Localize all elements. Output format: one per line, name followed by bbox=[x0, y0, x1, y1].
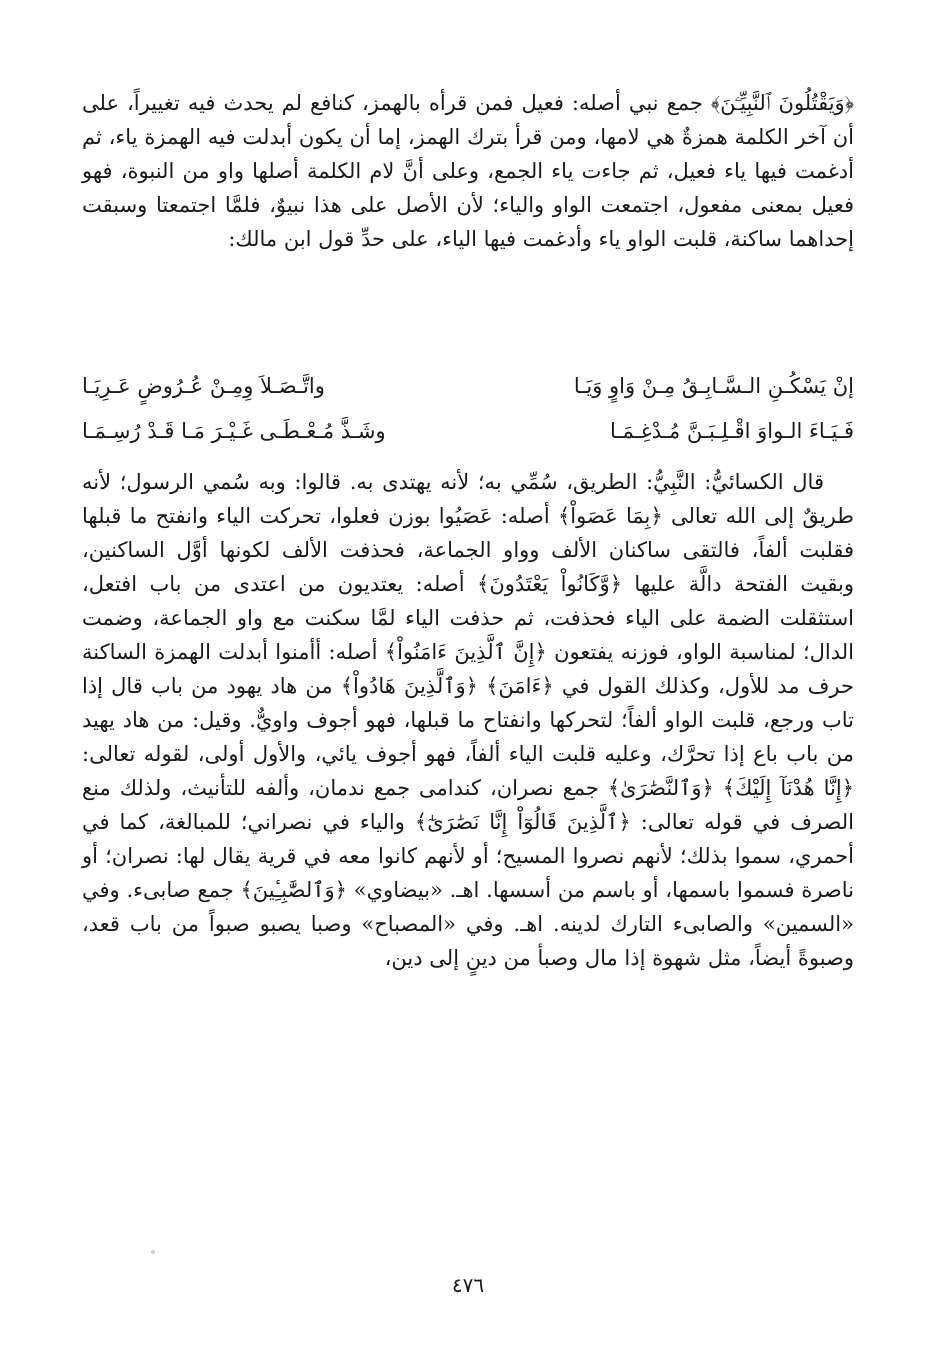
verse-1-first-hemistich: إنْ يَسْكُـنِ الـسَّـابِـقُ مِـنْ وَاوٍ وَيَـا bbox=[573, 374, 854, 398]
page-number: ٤٧٦ bbox=[451, 1273, 485, 1297]
poetry-verse-1 bbox=[82, 369, 854, 403]
verse-2-second-hemistich: وشَـذَّ مُـعْـطَـى غَـيْـرَ مَـا قَـدْ رُسِـمَـا bbox=[82, 419, 386, 443]
paragraph-nabiyyin: ﴿وَيَقْتُلُونَ ٱلنَّبِيِّـۧنَ﴾ جمع نبي أصله: فعيل فمن قرأه بالهمز، كنافع لم يحدث فيه تغييراً، على أن آخر الكلمة همزةٌ هي لامها، ومن قرأ بترك الهمز، إما أن يكون أبدلت فيه الهمزة ياء، ثم أدغمت فيها ياء فعيل، ثم جاءت ياء الجمع، وعلى أنَّ لام الكلمة أصلها واو من النبوة، فهو فعيل بمعنى مفعول، اجتمعت الواو والياء؛ لأن الأصل على هذا نبيوٌ، فلمَّا اجتمعتا وسبقت إحداهما ساكنة، قلبت الواو ياء وأدغمت فيها الياء، على حدِّ قول ابن مالك: bbox=[82, 91, 854, 251]
verse-2-first-hemistich: فَـيَـاءَ الـواوَ اقْـلِـبَـنَّ مُـدْغِـمَـا bbox=[609, 419, 854, 443]
verse-1-second-hemistich: واتَّـصَـلاَ وِمِـنْ عُـرُوضٍ عَـرِيَـا bbox=[82, 374, 325, 398]
paragraph-kisai: قال الكسائيُّ: النَّبِيُّ: الطريق، سُمِّي به؛ لأنه يهتدى به. قالوا: وبه سُمي الرسول؛ لأنه طريقٌ إلى الله تعالى ﴿بِمَا عَصَواْ﴾ أصله: عَصَيُوا بوزن فعلوا، تحركت الياء وانفتح ما قبلها فقلبت ألفاً، فالتقى ساكنان الألف وواو الجماعة، فحذفت الألف لكونها أوَّل الساكنين، وبقيت الفتحة دالَّة عليها ﴿وَّكَانُواْ يَعْتَدُونَ﴾ أصله: يعتديون من اعتدى من باب افتعل، استثقلت الضمة على الياء فحذفت، ثم حذفت الياء لمَّا سكنت مع واو الجماعة، وضمت الدال؛ لمناسبة الواو، فوزنه يفتعون ﴿إِنَّ ٱلَّذِينَ ءَامَنُواْ﴾ أصله: أأمنوا أبدلت الهمزة الساكنة حرف مد للأول، وكذلك القول في ﴿ءَامَنَ﴾ ﴿وَٱلَّذِينَ هَادُواْ﴾ من هاد يهود من باب قال إذا تاب ورجع، قلبت الواو ألفاً؛ لتحركها وانفتاح ما قبلها، فهو أجوف واويٌّ. وقيل: من هاد يهيد من باب باع إذا تحرَّك، وعليه قلبت الياء ألفاً، فهو أجوف يائي، والأول أولى، لقوله تعالى: ﴿إِنَّا هُدْنَآ إِلَيْكَ﴾ ﴿وَٱلنَّصَٰرَىٰ﴾ جمع نصران، كندامى جمع ندمان، وألفه للتأنيث، ولذلك منع الصرف في قوله تعالى: ﴿ٱلَّذِينَ قَالُوٓاْ إِنَّا نَصَٰرَىٰٓ﴾ والياء في نصراني؛ للمبالغة، كما في أحمري، سموا بذلك؛ لأنهم نصروا المسيح؛ أو لأنهم كانوا معه في قرية يقال لها: نصران؛ أو ناصرة فسموا باسمها، أو باسم من أسسها. اهـ. «بيضاوي» ﴿وَٱلصَّٰبِـِٔينَ﴾ جمع صابىء. وفي «السمين» والصابىء التارك لدينه. اهـ. وفي «المصباح» وصبا يصبو صبواً من باب قعد، وصبوةً أيضاً، مثل شهوة إذا مال وصبأ من دينٍ إلى دين، bbox=[82, 470, 854, 970]
poetry-verse-2 bbox=[82, 414, 854, 448]
scan-speck bbox=[151, 1250, 155, 1254]
